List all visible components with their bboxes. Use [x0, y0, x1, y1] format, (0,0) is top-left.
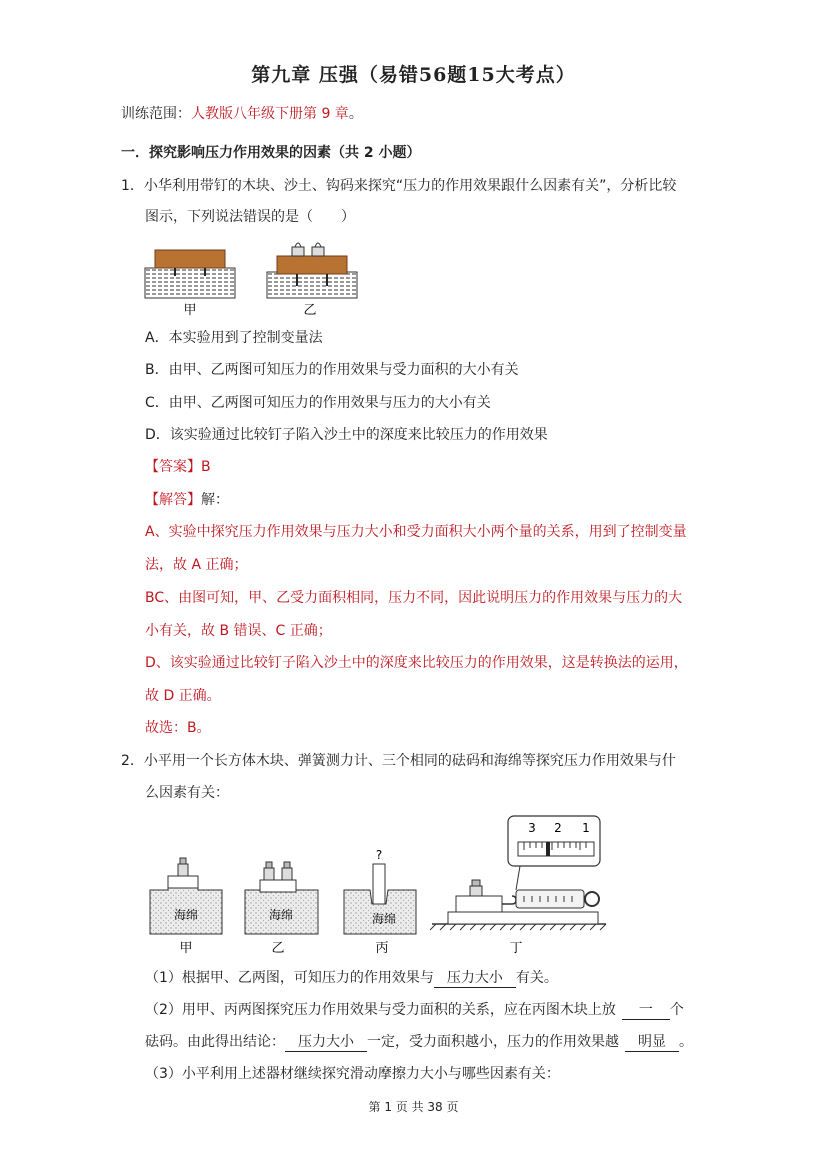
- answer-tag: 【答案】: [145, 459, 201, 475]
- q1-fig-label-jia: 甲: [183, 303, 197, 316]
- analysis-tag: 【解答】: [145, 492, 201, 508]
- q2-sub3: （3）小平利用上述器材继续探究滑动摩擦力大小与哪些因素有关：: [145, 1066, 560, 1082]
- q2-sub2-blank: 一: [622, 1001, 670, 1020]
- q2-sub1-blank: 压力大小: [434, 969, 516, 988]
- q1-analysis-head: [145, 490, 229, 510]
- svg-text:海绵: 海绵: [371, 912, 397, 926]
- analysis-line-4: 小有关，故 B 错误、C 正确；: [145, 623, 332, 639]
- q1-stem-line1: 1．小华利用带钉的木块、沙土、钩码来探究“压力的作用效果跟什么因素有关”，分析比较: [121, 178, 677, 194]
- question-mark: ?: [375, 848, 383, 862]
- friction-setup-ding: [430, 816, 606, 956]
- q2-fig-label-bing: 丙: [375, 941, 389, 956]
- page-footer: 第 1 页 共 38 页: [368, 1100, 459, 1114]
- q1-fig-label-yi: 乙: [303, 303, 317, 316]
- analysis-line-5: D、该实验通过比较钉子陷入沙土中的深度来比较压力的作用效果，这是转换法的运用，: [145, 655, 688, 671]
- sponge-jia: [150, 858, 222, 956]
- q1-option-c: C．由甲、乙两图可知压力的作用效果与压力的大小有关: [145, 395, 491, 411]
- q2-stem-line1: 2．小平用一个长方体木块、弹簧测力计、三个相同的砝码和海绵等探究压力作用效果与什: [121, 753, 676, 769]
- svg-text:海绵: 海绵: [173, 908, 199, 922]
- q1-option-b: B．由甲、乙两图可知压力的作用效果与受力面积的大小有关: [145, 362, 519, 378]
- page-title: 第九章 压强（易错56题15大考点）: [251, 64, 576, 86]
- q1-figure-yi: [262, 236, 372, 316]
- scale-tick-3: 3: [528, 821, 536, 835]
- scope-label: 训练范围：: [121, 106, 191, 122]
- q2-sub2-blank-2: 明显: [625, 1033, 679, 1052]
- q1-option-d: D．该实验通过比较钉子陷入沙土中的深度来比较压力的作用效果: [145, 427, 548, 443]
- sponge-bing: [344, 848, 416, 956]
- q2-fig-label-jia: 甲: [179, 941, 193, 956]
- answer-value: B: [201, 459, 211, 475]
- scope-end: 。: [348, 106, 363, 122]
- analysis-line-7: 故选：B。: [145, 720, 211, 736]
- q2-sub2-line1: （2）用甲、丙两图探究压力作用效果与受力面积的关系，应在丙图木块上放 一 个: [145, 1002, 684, 1018]
- q2-sub1: （1）根据甲、乙两图，可知压力的作用效果与 压力大小 有关。: [145, 970, 558, 986]
- q1-figure-jia: [140, 236, 250, 316]
- analysis-line-1: A、实验中探究压力作用效果与压力大小和受力面积大小两个量的关系，用到了控制变量: [145, 524, 687, 540]
- q1-stem-line2: 图示，下列说法错误的是（ ）: [145, 209, 355, 225]
- scope-value: 人教版八年级下册第 9 章: [191, 106, 349, 122]
- analysis-line-6: 故 D 正确。: [145, 688, 221, 704]
- analysis-line-2: 法，故 A 正确；: [145, 557, 248, 573]
- sponge-yi: [245, 862, 318, 956]
- analysis-line-3: BC、由图可知，甲、乙受力面积相同，压力不同，因此说明压力的作用效果与压力的大: [145, 590, 683, 606]
- q1-option-a: A．本实验用到了控制变量法: [145, 330, 323, 346]
- svg-text:海绵: 海绵: [268, 908, 294, 922]
- q2-fig-label-ding: 丁: [509, 941, 523, 956]
- section-heading: 一．探究影响压力作用效果的因素（共 2 小题）: [121, 145, 421, 161]
- q2-sub2-blank-1: 压力大小: [285, 1033, 367, 1052]
- scale-tick-1: 1: [582, 821, 590, 835]
- analysis-suffix: 解：: [201, 492, 229, 508]
- q2-fig-label-yi: 乙: [271, 941, 285, 956]
- q2-figure: [140, 812, 610, 960]
- q1-answer: [145, 457, 211, 477]
- scale-tick-2: 2: [554, 821, 562, 835]
- q2-sub2-line2: 砝码。由此得出结论： 压力大小 一定，受力面积越小，压力的作用效果越 明显 。: [145, 1034, 693, 1050]
- training-scope: [121, 104, 363, 124]
- q2-stem-line2: 么因素有关：: [145, 785, 229, 801]
